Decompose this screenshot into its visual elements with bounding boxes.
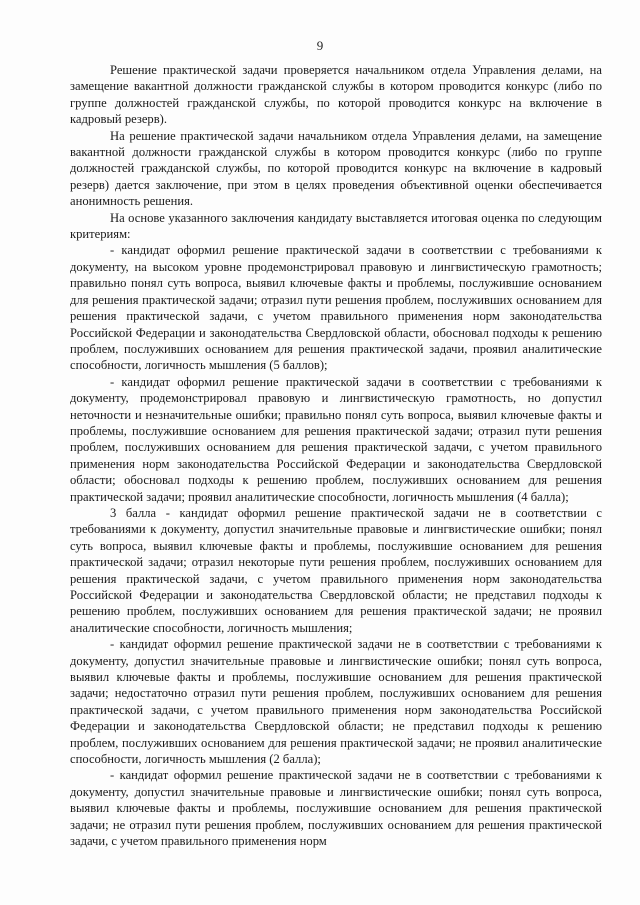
paragraph-criterion-4: - кандидат оформил решение практической задачи в соответствии с требованиями к документу, продемонстрировал правовую и лингвистическую грамотность, но допустил неточности и незначительные ошибки; правильно понял суть вопроса, выявил ключевые факты и проблемы, послужившие основанием для решения практической задачи; отразил пути решения проблем, послуживших основанием для решения практической задачи, с учетом правильного применения норм законодательства Российской Федерации и законодательства Свердловской области; обосновал подходы к решению проблем, послуживших основанием для решения практической задачи; проявил аналитические способности, логичность мышления (4 балла); <box>70 374 602 504</box>
paragraph-criterion-5: - кандидат оформил решение практической задачи в соответствии с требованиями к документу, на высоком уровне продемонстрировал правовую и лингвистическую грамотность; правильно понял суть вопроса, выявил ключевые факты и проблемы, послужившие основанием для решения практической задачи; отразил пути решения проблем, послуживших основанием для решения практической задачи, с учетом правильного применения норм законодательства Российской Федерации и законодательства Свердловской области, обосновал подходы к решению проблем, послуживших основанием для решения практической задачи, проявил аналитические способности, логичность мышления (5 баллов); <box>70 243 602 373</box>
page-number: 9 <box>316 38 324 53</box>
paragraph-conclusion: На решение практической задачи начальником отдела Управления делами, на замещение вакантной должности гражданской службы в котором проводится конкурс (либо по группе должностей гражданской службы, по которой проводится конкурс на включение в кадровый резерв) дается заключение, при этом в целях проведения объективной оценки обеспечивается анонимность решения. <box>70 128 602 209</box>
paragraph-criteria-intro: На основе указанного заключения кандидату выставляется итоговая оценка по следующим критериям: <box>70 210 602 242</box>
paragraph-criterion-1-partial: - кандидат оформил решение практической задачи не в соответствии с требованиями к документу, допустил значительные правовые и лингвистические ошибки; понял суть вопроса, выявил ключевые факты и проблемы, послужившие основанием для решения практической задачи; не отразил пути решения проблем, послуживших основанием для решения практической задачи, с учетом правильного применения норм <box>70 768 602 849</box>
document-body <box>70 62 602 850</box>
paragraph-review-by-head: Решение практической задачи проверяется начальником отдела Управления делами, на замещение вакантной должности гражданской службы в котором проводится конкурс (либо по группе должностей гражданской службы, по которой проводится конкурс на включение в кадровый резерв). <box>70 63 602 127</box>
paragraph-criterion-2: - кандидат оформил решение практической задачи не в соответствии с требованиями к документу, допустил значительные правовые и лингвистические ошибки; понял суть вопроса, выявил ключевые факты и проблемы, послужившие основанием для решения практической задачи; недостаточно отразил пути решения проблем, послуживших основанием для решения практической задачи, с учетом правильного применения норм законодательства Российской Федерации и законодательства Свердловской области; не представил подходы к решению проблем, послуживших основанием для решения практической задачи; не проявил аналитические способности, логичность мышления (2 балла); <box>70 637 602 767</box>
paragraph-criterion-3: 3 балла - кандидат оформил решение практической задачи не в соответствии с требованиями к документу, допустил значительные правовые и лингвистические ошибки; понял суть вопроса, выявил ключевые факты и проблемы, послужившие основанием для решения практической задачи; отразил некоторые пути решения проблем, послуживших основанием для решения практической задачи, с учетом правильного применения норм законодательства Российской Федерации и законодательства Свердловской области; не представил подходы к решению проблем, послуживших основанием для решения практической задачи; не проявил аналитические способности, логичность мышления; <box>70 505 602 635</box>
